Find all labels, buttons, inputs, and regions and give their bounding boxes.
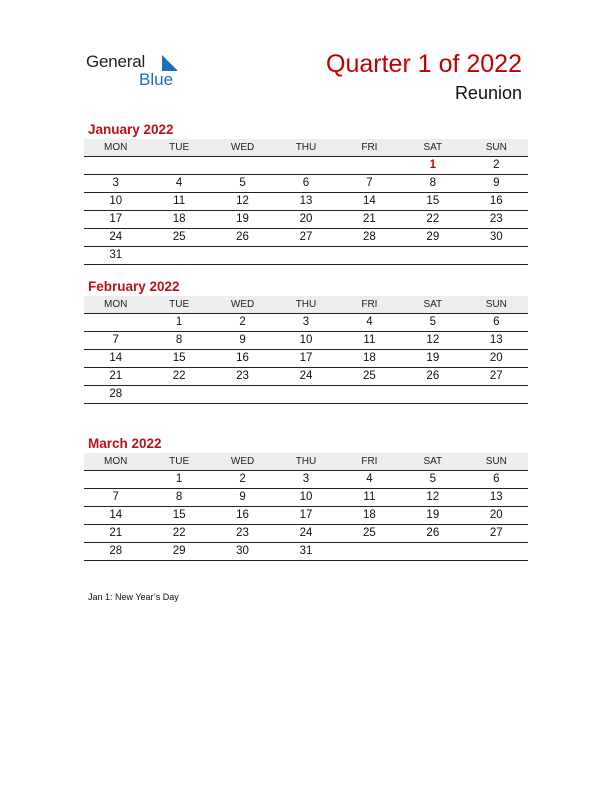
day-cell: 23 [465, 211, 528, 229]
day-cell: 3 [84, 175, 147, 193]
weekday-label: TUE [147, 139, 210, 157]
empty-day-cell [84, 471, 147, 489]
week-row [84, 157, 528, 175]
day-cell: 5 [401, 471, 464, 489]
day-cell: 17 [274, 350, 337, 368]
weekday-label: THU [274, 453, 337, 471]
week-row [84, 247, 528, 265]
week-row [84, 229, 528, 247]
empty-day-cell [274, 386, 337, 404]
weekday-label: FRI [338, 139, 401, 157]
day-cell: 2 [465, 157, 528, 175]
empty-day-cell [211, 386, 274, 404]
empty-day-cell [211, 247, 274, 265]
day-cell: 1 [147, 471, 210, 489]
weekday-label: WED [211, 453, 274, 471]
weekday-label: SAT [401, 139, 464, 157]
month-block-february [84, 278, 528, 404]
day-cell: 19 [211, 211, 274, 229]
day-cell: 21 [84, 525, 147, 543]
weekday-label: SAT [401, 296, 464, 314]
weeks-body [84, 471, 528, 561]
month-title: February 2022 [88, 279, 180, 294]
empty-day-cell [338, 157, 401, 175]
day-cell: 7 [84, 332, 147, 350]
day-cell: 13 [465, 332, 528, 350]
day-cell: 21 [84, 368, 147, 386]
week-row [84, 193, 528, 211]
day-cell: 9 [465, 175, 528, 193]
day-cell: 3 [274, 314, 337, 332]
weekday-label: TUE [147, 453, 210, 471]
day-cell: 18 [338, 507, 401, 525]
day-cell: 20 [465, 507, 528, 525]
week-row [84, 368, 528, 386]
empty-day-cell [274, 247, 337, 265]
week-row [84, 386, 528, 404]
weekday-label: SUN [465, 296, 528, 314]
week-row [84, 525, 528, 543]
weekday-label: FRI [338, 296, 401, 314]
day-cell: 10 [274, 489, 337, 507]
calendar-table [84, 453, 528, 561]
week-row [84, 543, 528, 561]
day-cell: 18 [338, 350, 401, 368]
weekday-label: THU [274, 139, 337, 157]
day-cell: 28 [338, 229, 401, 247]
day-cell: 3 [274, 471, 337, 489]
empty-day-cell [338, 386, 401, 404]
month-title: January 2022 [88, 122, 174, 137]
holiday-note: Jan 1: New Year’s Day [88, 592, 179, 602]
day-cell: 28 [84, 543, 147, 561]
empty-day-cell [84, 314, 147, 332]
empty-day-cell [401, 247, 464, 265]
day-cell: 26 [401, 525, 464, 543]
month-block-march [84, 435, 528, 561]
region-name: Reunion [454, 83, 522, 103]
day-cell: 20 [465, 350, 528, 368]
logo-text-general: General [86, 52, 146, 71]
day-cell: 1 [147, 314, 210, 332]
day-cell: 6 [274, 175, 337, 193]
day-cell: 2 [211, 314, 274, 332]
day-cell: 25 [147, 229, 210, 247]
weeks-body [84, 157, 528, 265]
day-cell: 24 [274, 525, 337, 543]
day-cell: 14 [84, 507, 147, 525]
day-cell: 15 [147, 350, 210, 368]
day-cell: 23 [211, 525, 274, 543]
day-cell: 4 [338, 471, 401, 489]
day-cell: 5 [211, 175, 274, 193]
day-cell: 2 [211, 471, 274, 489]
day-cell: 11 [338, 489, 401, 507]
empty-day-cell [465, 247, 528, 265]
week-row [84, 471, 528, 489]
day-cell: 24 [84, 229, 147, 247]
day-cell: 6 [465, 471, 528, 489]
day-cell: 8 [147, 489, 210, 507]
day-cell: 6 [465, 314, 528, 332]
day-cell: 22 [401, 211, 464, 229]
empty-day-cell [274, 157, 337, 175]
month-title: March 2022 [88, 436, 162, 451]
weekday-label: SUN [465, 139, 528, 157]
day-cell: 16 [211, 507, 274, 525]
day-cell: 7 [338, 175, 401, 193]
day-cell: 25 [338, 368, 401, 386]
day-cell: 10 [84, 193, 147, 211]
day-cell: 5 [401, 314, 464, 332]
day-cell: 12 [401, 489, 464, 507]
day-cell: 13 [465, 489, 528, 507]
empty-day-cell [338, 543, 401, 561]
day-cell: 14 [338, 193, 401, 211]
day-cell: 27 [465, 368, 528, 386]
weekday-header-row [84, 296, 528, 314]
weekday-label: TUE [147, 296, 210, 314]
day-cell: 17 [84, 211, 147, 229]
day-cell: 16 [465, 193, 528, 211]
weeks-body [84, 314, 528, 404]
logo [86, 50, 186, 90]
day-cell: 19 [401, 350, 464, 368]
day-cell: 8 [147, 332, 210, 350]
weekday-label: WED [211, 139, 274, 157]
calendar-table [84, 296, 528, 404]
quarter-title: Quarter 1 of 2022 [326, 50, 522, 78]
day-cell: 21 [338, 211, 401, 229]
day-cell: 20 [274, 211, 337, 229]
day-cell: 12 [211, 193, 274, 211]
day-cell: 7 [84, 489, 147, 507]
calendar-table [84, 139, 528, 265]
day-cell: 26 [401, 368, 464, 386]
day-cell: 15 [147, 507, 210, 525]
day-cell: 11 [147, 193, 210, 211]
empty-day-cell [147, 386, 210, 404]
week-row [84, 332, 528, 350]
logo-text-blue: Blue [139, 70, 174, 89]
day-cell: 14 [84, 350, 147, 368]
day-cell: 29 [147, 543, 210, 561]
day-cell: 10 [274, 332, 337, 350]
empty-day-cell [401, 543, 464, 561]
week-row [84, 314, 528, 332]
day-cell: 16 [211, 350, 274, 368]
day-cell: 31 [84, 247, 147, 265]
weekday-label: MON [84, 453, 147, 471]
empty-day-cell [84, 157, 147, 175]
day-cell: 28 [84, 386, 147, 404]
day-cell: 12 [401, 332, 464, 350]
day-cell: 23 [211, 368, 274, 386]
week-row [84, 507, 528, 525]
empty-day-cell [338, 247, 401, 265]
month-block-january [84, 121, 528, 265]
day-cell: 8 [401, 175, 464, 193]
weekday-label: FRI [338, 453, 401, 471]
week-row [84, 489, 528, 507]
empty-day-cell [211, 157, 274, 175]
day-cell: 22 [147, 525, 210, 543]
day-cell: 17 [274, 507, 337, 525]
day-cell: 18 [147, 211, 210, 229]
week-row [84, 211, 528, 229]
weekday-label: MON [84, 139, 147, 157]
weekday-label: SUN [465, 453, 528, 471]
weekday-header-row [84, 139, 528, 157]
empty-day-cell [147, 157, 210, 175]
day-cell: 30 [465, 229, 528, 247]
day-cell: 15 [401, 193, 464, 211]
day-cell: 9 [211, 332, 274, 350]
day-cell: 26 [211, 229, 274, 247]
day-cell: 13 [274, 193, 337, 211]
empty-day-cell [465, 386, 528, 404]
weekday-label: THU [274, 296, 337, 314]
weekday-label: WED [211, 296, 274, 314]
empty-day-cell [401, 386, 464, 404]
day-cell: 4 [338, 314, 401, 332]
day-cell: 11 [338, 332, 401, 350]
logo-triangle-icon [160, 55, 178, 71]
week-row [84, 350, 528, 368]
holiday-notes [88, 592, 179, 602]
day-cell: 24 [274, 368, 337, 386]
day-cell: 22 [147, 368, 210, 386]
day-cell: 9 [211, 489, 274, 507]
day-cell: 1 [401, 157, 464, 175]
day-cell: 25 [338, 525, 401, 543]
day-cell: 30 [211, 543, 274, 561]
day-cell: 31 [274, 543, 337, 561]
week-row [84, 175, 528, 193]
day-cell: 29 [401, 229, 464, 247]
day-cell: 19 [401, 507, 464, 525]
empty-day-cell [465, 543, 528, 561]
weekday-label: MON [84, 296, 147, 314]
weekday-label: SAT [401, 453, 464, 471]
day-cell: 27 [465, 525, 528, 543]
day-cell: 27 [274, 229, 337, 247]
empty-day-cell [147, 247, 210, 265]
weekday-header-row [84, 453, 528, 471]
day-cell: 4 [147, 175, 210, 193]
